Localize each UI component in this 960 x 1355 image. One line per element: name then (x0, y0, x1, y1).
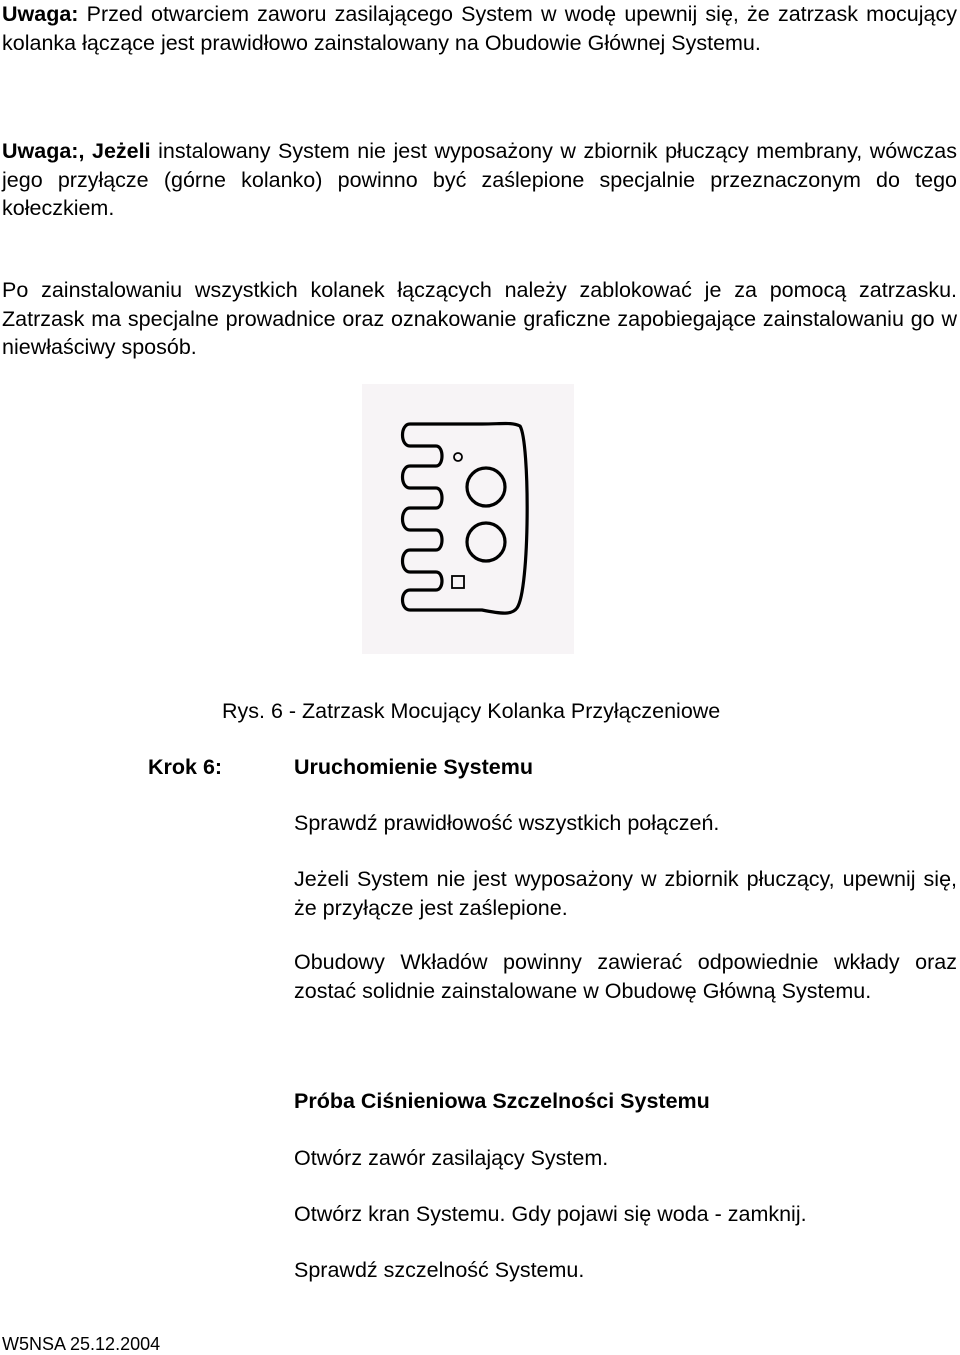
figure-caption: Rys. 6 - Zatrzask Mocujący Kolanka Przyłączeniowe (222, 699, 721, 723)
warning-paragraph-valve (2, 0, 957, 57)
step-title: Uruchomienie Systemu (294, 755, 533, 779)
test-instruction: Otwórz kran Systemu. Gdy pojawi się woda - zamknij. (294, 1202, 807, 1226)
clip-figure (362, 384, 574, 654)
warning-paragraph-flush-tank (2, 137, 957, 223)
warning-text: instalowany System nie jest wyposażony w zbiornik płuczący membrany, wówczas jego przyłącze (górne kolanko) powinno być zaślepione specjalnie przeznaczonym do tego kołeczkiem. (2, 139, 957, 220)
test-instruction: Otwórz zawór zasilający System. (294, 1146, 609, 1170)
step-instruction: Jeżeli System nie jest wyposażony w zbiornik płuczący, upewnij się, że przyłącze jest zaślepione. (294, 867, 957, 920)
pressure-test-title: Próba Ciśnieniowa Szczelności Systemu (294, 1089, 710, 1113)
test-instruction: Sprawdź szczelność Systemu. (294, 1258, 585, 1282)
warning-emphasis: Jeżeli (92, 139, 151, 163)
warning-label: Uwaga: (2, 2, 79, 26)
instruction-paragraph-clip: Po zainstalowaniu wszystkich kolanek łączących należy zablokować je za pomocą zatrzasku. Zatrzask ma specjalne prowadnice oraz oznakowanie graficzne zapobiegające zainstalowaniu go w niewłaściwy sposób. (2, 278, 957, 359)
document-footer: W5NSA 25.12.2004 (2, 1334, 161, 1354)
step-label: Krok 6: (148, 755, 223, 779)
warning-label: Uwaga:, (2, 139, 85, 163)
step-instruction: Obudowy Wkładów powinny zawierać odpowiednie wkłady oraz zostać solidnie zainstalowane w Obudowę Główną Systemu. (294, 950, 957, 1003)
warning-text: Przed otwarciem zaworu zasilającego System w wodę upewnij się, że zatrzask mocujący kolanka łączące jest prawidłowo zainstalowany na Obudowie Głównej Systemu. (2, 2, 957, 55)
step-instruction: Sprawdź prawidłowość wszystkich połączeń. (294, 811, 720, 835)
retaining-clip-drawing (362, 384, 574, 654)
